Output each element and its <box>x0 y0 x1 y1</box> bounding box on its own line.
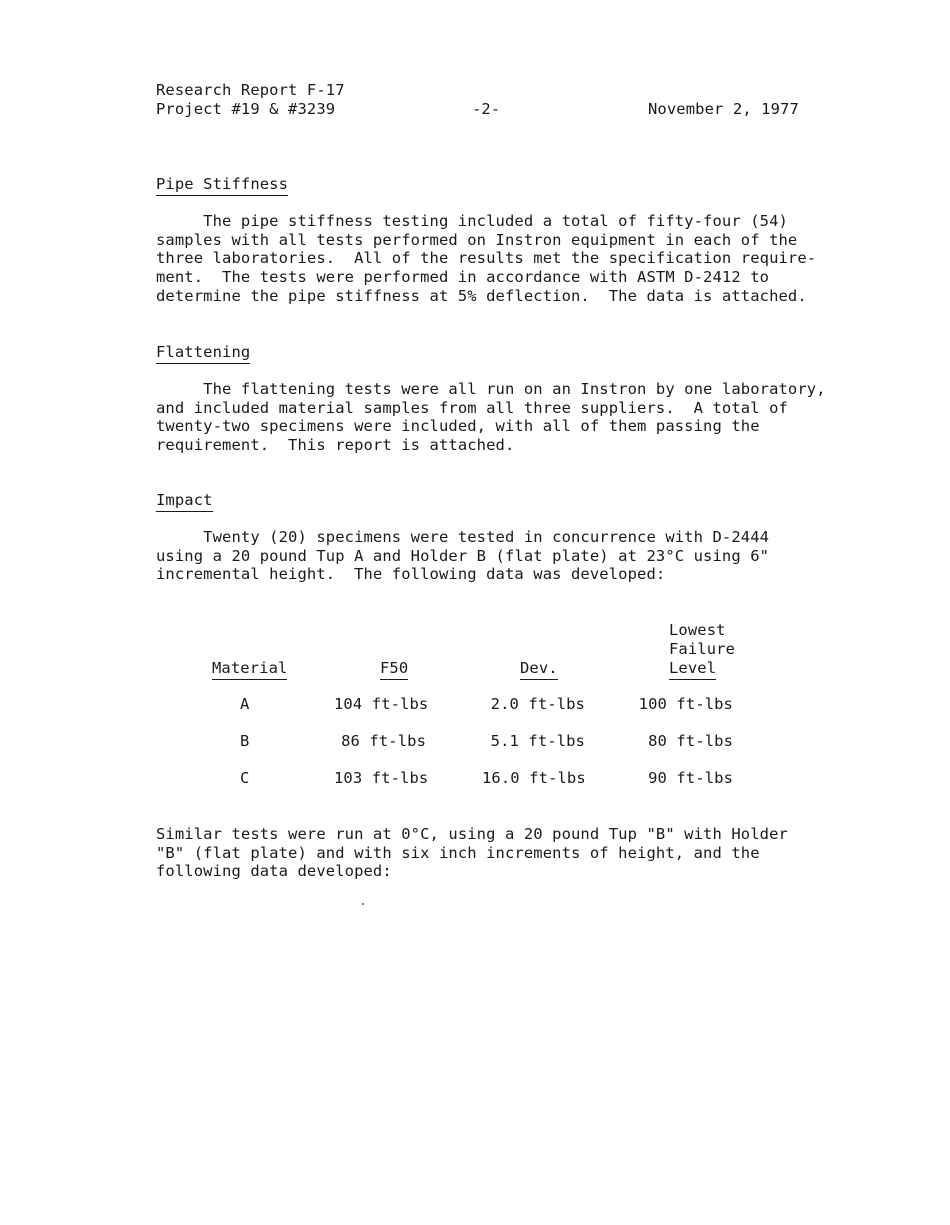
paragraph-line: Similar tests were run at 0°C, using a 20 pound Tup "B" with Holder <box>156 825 788 843</box>
paragraph-line: using a 20 pound Tup A and Holder B (flat plate) at 23°C using 6" <box>156 546 770 565</box>
section-heading-pipe-stiffness: Pipe Stiffness <box>156 175 288 196</box>
report-number: Research Report F-17 <box>156 81 345 99</box>
table-header-f50: F50 <box>380 659 408 680</box>
table-header-lowest-line1: Lowest <box>669 621 726 639</box>
paragraph-line: and included material samples from all three suppliers. A total of <box>156 398 788 417</box>
project-number: Project #19 & #3239 <box>156 100 336 118</box>
scan-speck <box>362 903 364 905</box>
table-cell-material: C <box>240 769 250 787</box>
paragraph-line: The flattening tests were all run on an Instron by one laboratory, <box>156 380 826 398</box>
paragraph-line: ment. The tests were performed in accordance with ASTM D-2412 to <box>156 268 770 287</box>
table-header-lowest-line3: Level <box>669 659 716 680</box>
section-heading-flattening: Flattening <box>156 343 250 364</box>
table-cell-lowest: 100 ft-lbs <box>638 695 733 713</box>
paragraph-line: three laboratories. All of the results met the specification require- <box>156 249 817 268</box>
table-cell-material: A <box>240 695 250 713</box>
table-cell-material: B <box>240 732 250 750</box>
paragraph-flattening <box>156 380 836 455</box>
table-cell-dev: 2.0 ft-lbs <box>490 695 585 713</box>
table-cell-f50: 86 ft-lbs <box>341 732 426 750</box>
table-cell-f50: 104 ft-lbs <box>334 695 429 713</box>
table-cell-lowest: 80 ft-lbs <box>648 732 733 750</box>
page-number: -2- <box>472 100 501 118</box>
section-heading-impact: Impact <box>156 491 213 512</box>
paragraph-line: incremental height. The following data was developed: <box>156 565 666 584</box>
table-cell-lowest: 90 ft-lbs <box>648 769 733 787</box>
paragraph-impact <box>156 528 836 584</box>
table-header-lowest-line2: Failure <box>669 640 736 658</box>
paragraph-line: Twenty (20) specimens were tested in concurrence with D-2444 <box>156 528 770 546</box>
paragraph-pipe-stiffness <box>156 212 836 306</box>
report-date: November 2, 1977 <box>648 100 799 118</box>
table-cell-f50: 103 ft-lbs <box>334 769 429 787</box>
paragraph-line: The pipe stiffness testing included a total of fifty-four (54) <box>156 212 788 230</box>
paragraph-similar-tests <box>156 825 836 881</box>
table-header-dev: Dev. <box>520 659 558 680</box>
paragraph-line: samples with all tests performed on Instron equipment in each of the <box>156 230 798 249</box>
table-cell-dev: 16.0 ft-lbs <box>482 769 586 787</box>
paragraph-line: determine the pipe stiffness at 5% deflection. The data is attached. <box>156 286 807 305</box>
paragraph-line: "B" (flat plate) and with six inch increments of height, and the <box>156 843 760 862</box>
table-cell-dev: 5.1 ft-lbs <box>490 732 585 750</box>
paragraph-line: twenty-two specimens were included, with all of them passing the <box>156 417 760 436</box>
paragraph-line: requirement. This report is attached. <box>156 436 515 455</box>
paragraph-line: following data developed: <box>156 862 392 881</box>
table-header-material: Material <box>212 659 287 680</box>
